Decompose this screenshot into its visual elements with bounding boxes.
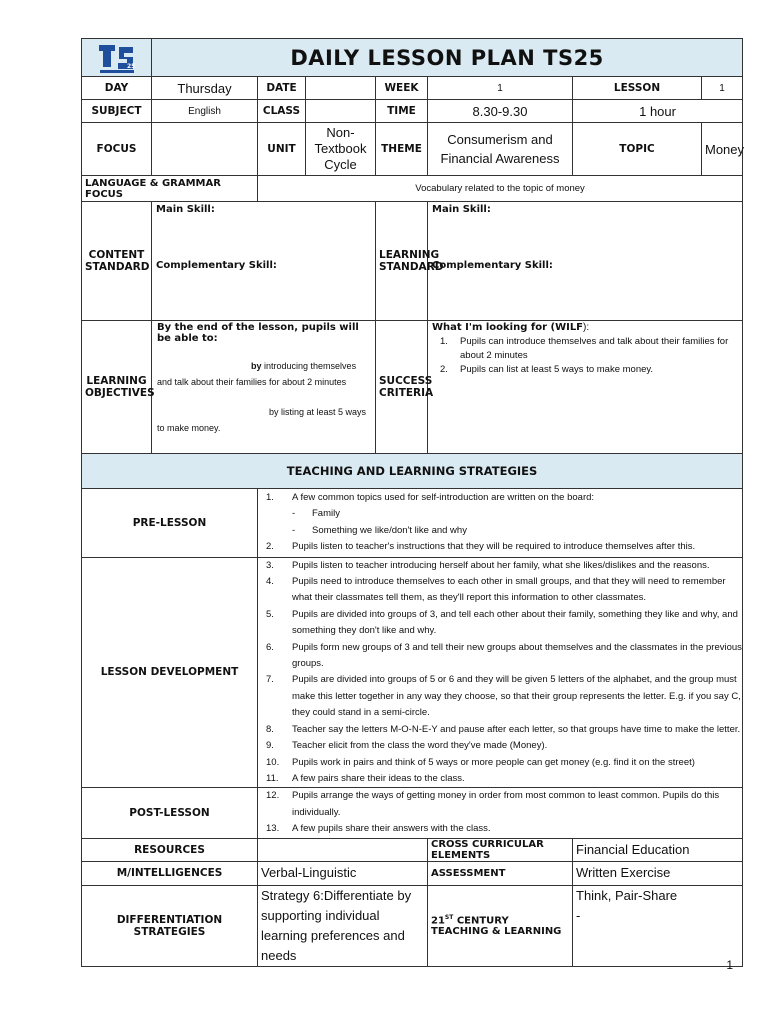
success-criteria-list xyxy=(432,335,738,377)
focus-label: FOCUS xyxy=(82,123,152,176)
content-main-skill: Main Skill: xyxy=(156,204,215,215)
success-criteria-cell xyxy=(428,321,743,454)
page-number: 1 xyxy=(726,958,733,972)
logo-cell xyxy=(82,39,152,77)
time-label: TIME xyxy=(376,100,428,123)
subject-value: English xyxy=(152,100,258,123)
learning-standard-cell xyxy=(428,202,743,321)
lesson-plan-table xyxy=(81,38,743,967)
lang-focus-value: Vocabulary related to the topic of money xyxy=(258,176,743,202)
teaching-strategies-heading: TEACHING AND LEARNING STRATEGIES xyxy=(82,454,743,489)
content-standard-cell xyxy=(152,202,376,321)
focus-value xyxy=(152,123,258,176)
century-learning-label: 21ST CENTURY TEACHING & LEARNING xyxy=(428,885,573,966)
lesson-development-list xyxy=(258,558,742,788)
differentiation-value: Strategy 6:Differentiate by supporting individual learning preferences and needs xyxy=(258,885,428,966)
pre-lesson-step: 1. A few common topics used for self-introduction are written on the board: xyxy=(266,492,595,503)
theme-label: THEME xyxy=(376,123,428,176)
unit-value: Non-Textbook Cycle xyxy=(306,123,376,176)
week-value: 1 xyxy=(428,77,573,100)
development-step: 6. Pupils form new groups of 3 and tell their new groups about themselves and the classmates in the previous groups. xyxy=(266,641,742,670)
criterion-item: 2. Pupils can list at least 5 ways to make money. xyxy=(440,364,654,375)
development-step: 5. Pupils are divided into groups of 3, and tell each other about their family, something they like and why, and something they don't like and why. xyxy=(266,608,738,637)
class-value xyxy=(306,100,376,123)
post-lesson-content xyxy=(258,788,743,838)
pre-lesson-subitem: - Something we like/don't like and why xyxy=(292,524,467,536)
resources-label: RESOURCES xyxy=(82,838,258,861)
cross-curricular-label: CROSS CURRICULAR ELEMENTS xyxy=(428,838,573,861)
learning-objectives-cell xyxy=(152,321,376,454)
learning-objectives-label: LEARNING OBJECTIVES xyxy=(82,321,152,454)
cross-curricular-value: Financial Education xyxy=(573,838,743,861)
duration-value: 1 hour xyxy=(573,100,743,123)
week-label: WEEK xyxy=(376,77,428,100)
development-step: 8. Teacher say the letters M-O-N-E-Y and pause after each letter, so that groups have time to make the letter. xyxy=(266,723,741,735)
lesson-plan-page xyxy=(81,38,745,967)
day-value: Thursday xyxy=(152,77,258,100)
post-lesson-step: 13. A few pupils share their answers with the class. xyxy=(266,823,491,835)
pre-lesson-content xyxy=(258,489,743,558)
learning-complementary-skill: Complementary Skill: xyxy=(432,260,553,271)
topic-label: TOPIC xyxy=(573,123,702,176)
day-label: DAY xyxy=(82,77,152,100)
multiple-intelligences-value: Verbal-Linguistic xyxy=(258,861,428,885)
wilf-heading: What I'm looking for (WILF): xyxy=(432,322,590,333)
date-label: DATE xyxy=(258,77,306,100)
development-step: 4. Pupils need to introduce themselves to each other in small groups, and that they will need to remember what their classmates tell them, as they'll report this information to other classmates. xyxy=(266,576,726,604)
multiple-intelligences-label: M/INTELLIGENCES xyxy=(82,861,258,885)
assessment-label: ASSESSMENT xyxy=(428,861,573,885)
criterion-item: 1. Pupils can introduce themselves and talk about their families for about 2 minutes xyxy=(440,336,729,361)
document-title: DAILY LESSON PLAN TS25 xyxy=(152,39,743,77)
century-learning-value: Think, Pair-Share - xyxy=(573,885,743,966)
theme-value: Consumerism and Financial Awareness xyxy=(428,123,573,176)
resources-value xyxy=(258,838,428,861)
content-standard-label: CONTENT STANDARD xyxy=(82,202,152,321)
learning-standard-label: LEARNING STANDARD xyxy=(376,202,428,321)
date-value xyxy=(306,77,376,100)
objective-2: by listing at least 5 ways to make money. xyxy=(157,407,367,433)
objective-1: by introducing themselves and talk about their families for about 2 minutes xyxy=(157,361,357,387)
development-step: 10. Pupils work in pairs and think of 5 ways or more people can get money (e.g. find it on the street) xyxy=(266,756,695,768)
lesson-development-content xyxy=(258,557,743,788)
lesson-development-label: LESSON DEVELOPMENT xyxy=(82,557,258,788)
development-step: 7. Pupils are divided into groups of 5 or 6 and they will be given 5 letters of the alphabet, and the group must make this letter together in any way they choose, so that their group represents the letter. E.g. if you say C, they could stand in a semi-circle. xyxy=(266,674,741,719)
development-step: 11. A few pairs share their ideas to the class. xyxy=(266,772,465,784)
ts25-logo xyxy=(97,41,137,75)
post-lesson-list xyxy=(258,788,742,837)
objectives-intro: By the end of the lesson, pupils will be able to: xyxy=(157,322,359,344)
post-lesson-label: POST-LESSON xyxy=(82,788,258,838)
time-value: 8.30-9.30 xyxy=(428,100,573,123)
pre-lesson-step: 2. Pupils listen to teacher's instructions that they will be required to introduce themselves after this. xyxy=(266,541,696,553)
content-complementary-skill: Complementary Skill: xyxy=(156,260,277,271)
pre-lesson-subitem: - Family xyxy=(292,508,340,520)
post-lesson-step: 12. Pupils arrange the ways of getting money in order from most common to least common. Pupils do this individually. xyxy=(266,790,720,818)
development-step: 9. Teacher elicit from the class the word they've made (Money). xyxy=(266,740,548,752)
lesson-value: 1 xyxy=(702,77,743,100)
unit-label: UNIT xyxy=(258,123,306,176)
differentiation-label: DIFFERENTIATION STRATEGIES xyxy=(82,885,258,966)
lang-focus-label: LANGUAGE & GRAMMAR FOCUS xyxy=(82,176,258,202)
lesson-label: LESSON xyxy=(573,77,702,100)
subject-label: SUBJECT xyxy=(82,100,152,123)
learning-main-skill: Main Skill: xyxy=(432,204,491,215)
assessment-value: Written Exercise xyxy=(573,861,743,885)
svg-text:25: 25 xyxy=(126,63,135,70)
class-label: CLASS xyxy=(258,100,306,123)
success-criteria-label: SUCCESS CRITERIA xyxy=(376,321,428,454)
topic-value: Money xyxy=(702,123,743,176)
development-step: 3. Pupils listen to teacher introducing herself about her family, what she likes/dislikes and the reasons. xyxy=(266,559,710,571)
pre-lesson-label: PRE-LESSON xyxy=(82,489,258,558)
